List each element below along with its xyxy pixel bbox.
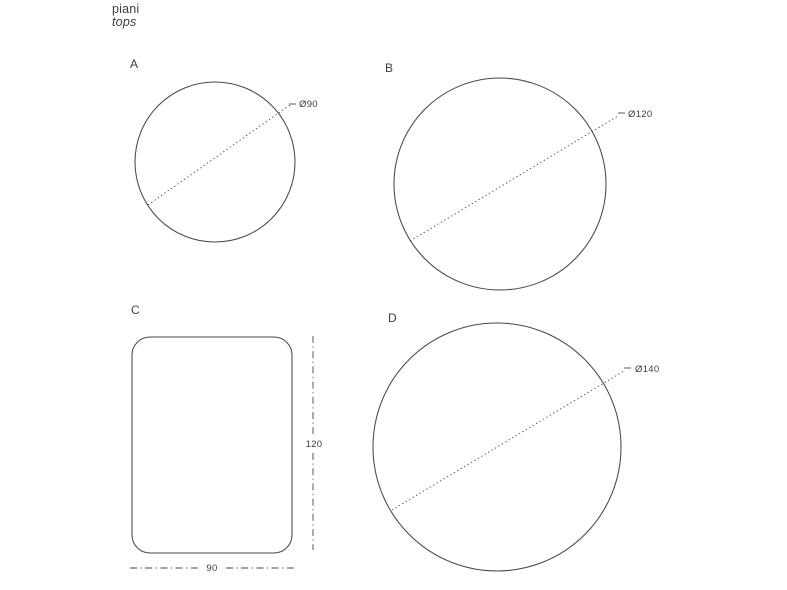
figure-d-diameter-leader-line (392, 371, 624, 510)
page-title (112, 2, 139, 29)
figure-a-diameter-label: Ø90 (299, 99, 318, 110)
title-english: tops (112, 15, 137, 29)
figure-a (130, 57, 318, 242)
figure-a-diameter-leader-line (148, 105, 290, 205)
figure-c-height-label: 120 (305, 439, 323, 450)
figure-b-diameter-leader-line (410, 116, 618, 241)
figure-c-label: C (131, 303, 140, 317)
figure-a-label: A (130, 57, 139, 71)
figure-c-rectangle-top (132, 337, 292, 553)
figure-c-width-label: 90 (206, 563, 218, 574)
figure-b-label: B (385, 61, 394, 75)
figure-b-circle-top (394, 78, 606, 290)
figure-d-label: D (388, 311, 397, 325)
figure-d (373, 311, 659, 571)
figure-d-circle-top (373, 323, 621, 571)
figure-b-diameter-label: Ø120 (628, 109, 653, 120)
figure-b (385, 61, 652, 290)
title-italian: piani (112, 2, 140, 16)
figure-d-diameter-label: Ø140 (635, 364, 660, 375)
figure-c (130, 303, 322, 574)
figure-a-circle-top (135, 82, 295, 242)
